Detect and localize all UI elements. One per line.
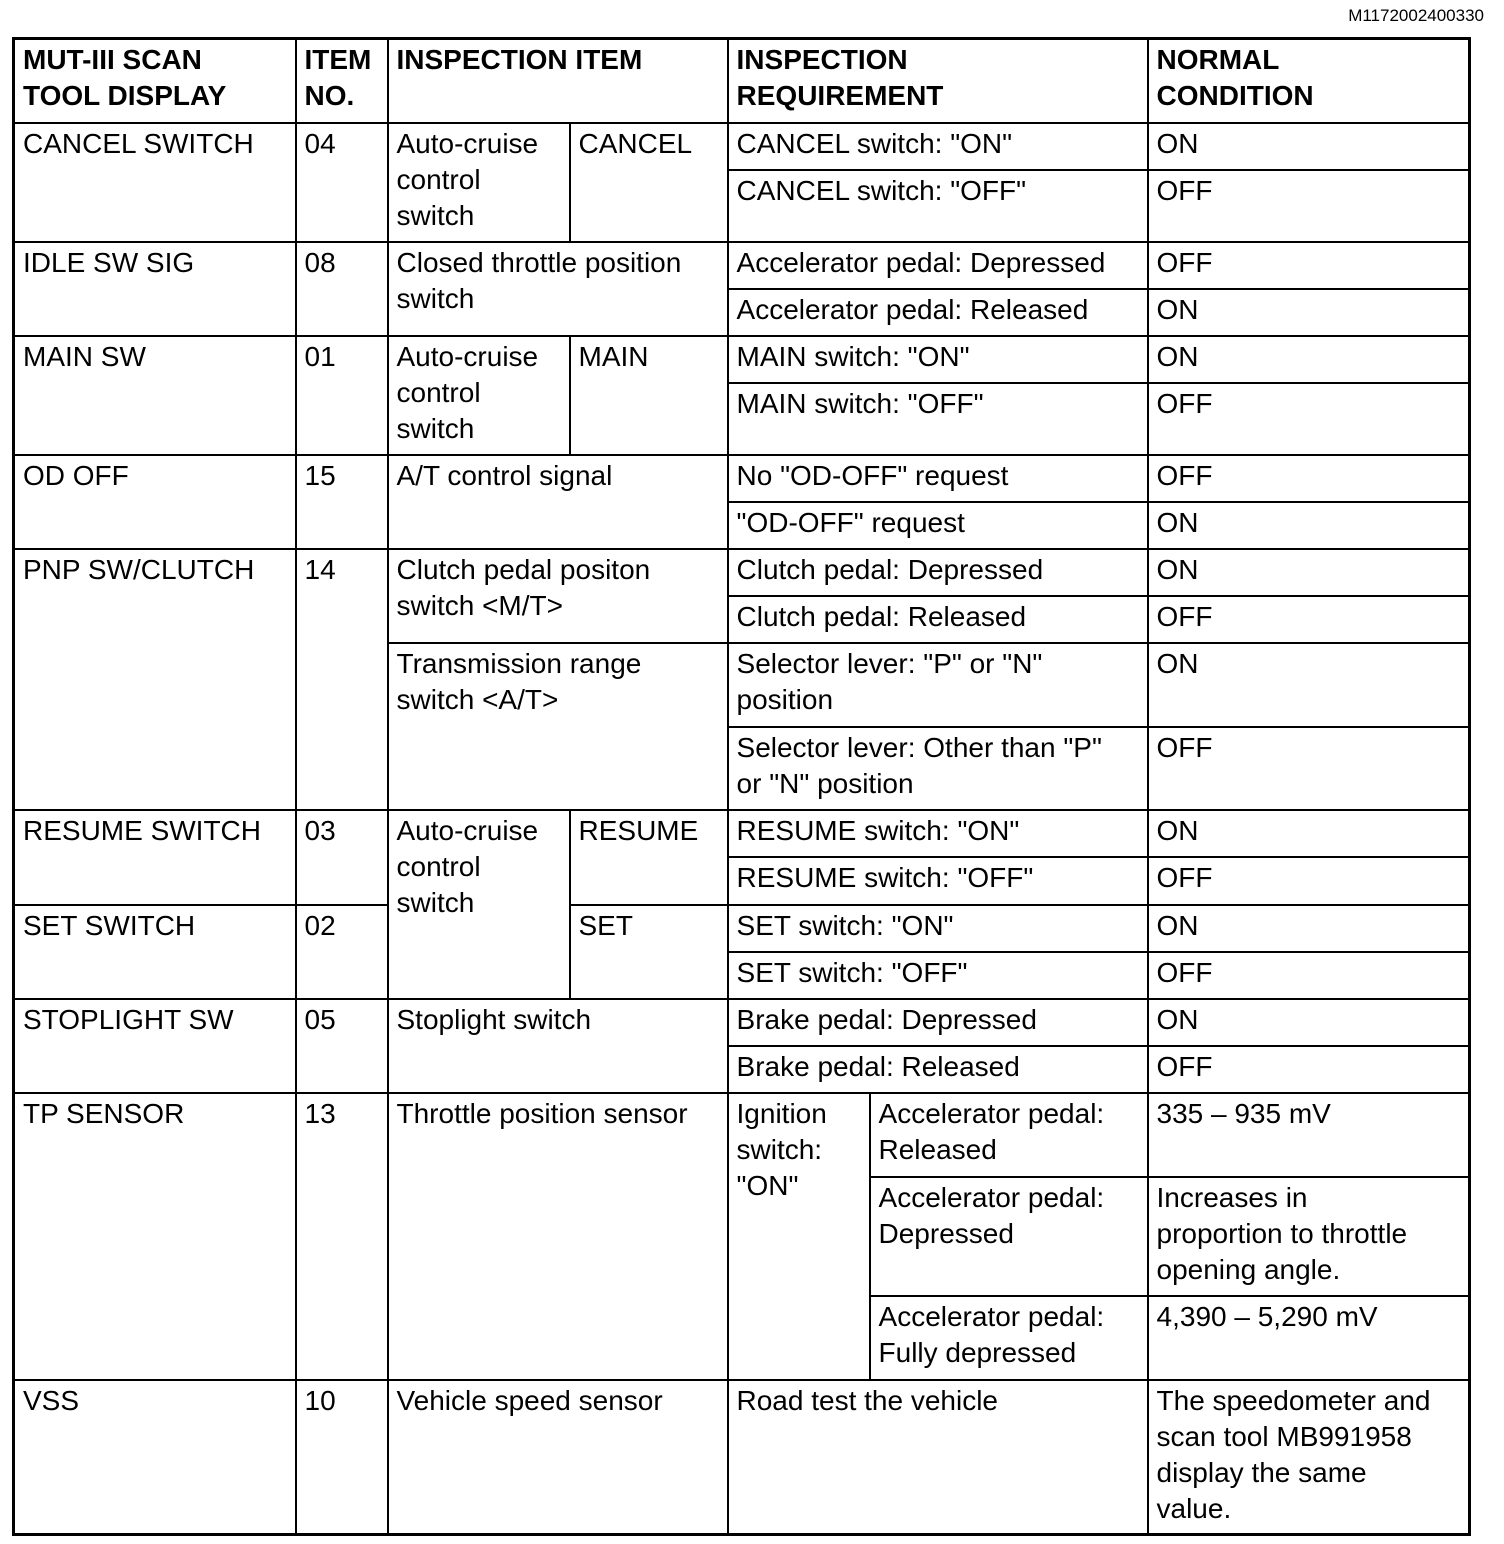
requirement-cell: No "OD-OFF" request [728, 455, 1148, 502]
table-row [14, 455, 1470, 502]
condition-cell: OFF [1148, 952, 1470, 999]
table-row [14, 242, 1470, 289]
condition-cell: Increases in proportion to throttle opening angle. [1148, 1177, 1470, 1296]
condition-cell: 4,390 – 5,290 mV [1148, 1296, 1470, 1380]
item-no-cell: 01 [296, 336, 388, 455]
requirement-main-cell: Ignition switch: "ON" [728, 1093, 870, 1380]
condition-cell: ON [1148, 999, 1470, 1046]
requirement-cell: CANCEL switch: "ON" [728, 123, 1148, 170]
inspection-item-sub-cell: MAIN [570, 336, 728, 455]
display-cell: STOPLIGHT SW [14, 999, 296, 1093]
item-no-cell: 10 [296, 1380, 388, 1535]
inspection-item-cell: Auto-cruise control switch [388, 336, 570, 455]
inspection-item-sub-cell: CANCEL [570, 123, 728, 242]
condition-cell: ON [1148, 502, 1470, 549]
condition-cell: OFF [1148, 170, 1470, 242]
inspection-item-cell: Stoplight switch [388, 999, 728, 1093]
header-row [14, 39, 1470, 123]
requirement-sub-cell: Accelerator pedal: Fully depressed [870, 1296, 1148, 1380]
item-no-cell: 08 [296, 242, 388, 336]
condition-cell: The speedometer and scan tool MB991958 display the same value. [1148, 1380, 1470, 1535]
requirement-cell: RESUME switch: "ON" [728, 810, 1148, 857]
header-normal-condition: NORMAL CONDITION [1148, 39, 1470, 123]
header-inspection-requirement: INSPECTION REQUIREMENT [728, 39, 1148, 123]
item-no-cell: 05 [296, 999, 388, 1093]
requirement-cell: Brake pedal: Depressed [728, 999, 1148, 1046]
requirement-cell: MAIN switch: "ON" [728, 336, 1148, 383]
inspection-item-cell: Auto-cruise control switch [388, 123, 570, 242]
inspection-item-cell: Clutch pedal positon switch <M/T> [388, 549, 728, 643]
requirement-cell: "OD-OFF" request [728, 502, 1148, 549]
inspection-item-cell: Throttle position sensor [388, 1093, 728, 1380]
condition-cell: ON [1148, 810, 1470, 857]
header-scan-tool-display: MUT-III SCAN TOOL DISPLAY [14, 39, 296, 123]
display-cell: VSS [14, 1380, 296, 1535]
requirement-cell: Selector lever: Other than "P" or "N" position [728, 727, 1148, 810]
item-no-cell: 15 [296, 455, 388, 549]
table-row [14, 336, 1470, 383]
display-cell: TP SENSOR [14, 1093, 296, 1380]
condition-cell: OFF [1148, 383, 1470, 455]
item-no-cell: 02 [296, 905, 388, 999]
display-cell: MAIN SW [14, 336, 296, 455]
requirement-sub-cell: Accelerator pedal: Released [870, 1093, 1148, 1177]
condition-cell: OFF [1148, 596, 1470, 643]
table-row [14, 1093, 1470, 1177]
condition-cell: ON [1148, 336, 1470, 383]
requirement-cell: Accelerator pedal: Released [728, 289, 1148, 336]
display-cell: IDLE SW SIG [14, 242, 296, 336]
display-cell: CANCEL SWITCH [14, 123, 296, 242]
condition-cell: OFF [1148, 1046, 1470, 1093]
requirement-cell: Road test the vehicle [728, 1380, 1148, 1535]
document-id: M1172002400330 [1348, 6, 1484, 25]
header-inspection-item: INSPECTION ITEM [388, 39, 728, 123]
requirement-cell: CANCEL switch: "OFF" [728, 170, 1148, 242]
requirement-cell: Clutch pedal: Released [728, 596, 1148, 643]
table-row [14, 905, 1470, 952]
inspection-item-cell: Vehicle speed sensor [388, 1380, 728, 1535]
table-row [14, 549, 1470, 596]
inspection-table [12, 37, 1471, 1536]
item-no-cell: 14 [296, 549, 388, 810]
item-no-cell: 03 [296, 810, 388, 905]
condition-cell: OFF [1148, 242, 1470, 289]
condition-cell: ON [1148, 123, 1470, 170]
inspection-item-sub-cell: RESUME [570, 810, 728, 905]
condition-cell: OFF [1148, 727, 1470, 810]
display-cell: PNP SW/CLUTCH [14, 549, 296, 810]
condition-cell: ON [1148, 549, 1470, 596]
condition-cell: OFF [1148, 857, 1470, 905]
condition-cell: ON [1148, 289, 1470, 336]
requirement-cell: MAIN switch: "OFF" [728, 383, 1148, 455]
requirement-cell: SET switch: "ON" [728, 905, 1148, 952]
requirement-sub-cell: Accelerator pedal: Depressed [870, 1177, 1148, 1296]
header-item-no: ITEM NO. [296, 39, 388, 123]
table-row [14, 999, 1470, 1046]
table-row [14, 123, 1470, 170]
table-row [14, 1380, 1470, 1535]
table-row [14, 810, 1470, 857]
inspection-item-cell: A/T control signal [388, 455, 728, 549]
requirement-cell: RESUME switch: "OFF" [728, 857, 1148, 905]
inspection-item-sub-cell: SET [570, 905, 728, 999]
requirement-cell: SET switch: "OFF" [728, 952, 1148, 999]
requirement-cell: Brake pedal: Released [728, 1046, 1148, 1093]
requirement-cell: Accelerator pedal: Depressed [728, 242, 1148, 289]
display-cell: RESUME SWITCH [14, 810, 296, 905]
condition-cell: ON [1148, 643, 1470, 727]
requirement-cell: Selector lever: "P" or "N" position [728, 643, 1148, 727]
condition-cell: OFF [1148, 455, 1470, 502]
inspection-item-cell: Transmission range switch <A/T> [388, 643, 728, 810]
display-cell: OD OFF [14, 455, 296, 549]
condition-cell: ON [1148, 905, 1470, 952]
item-no-cell: 13 [296, 1093, 388, 1380]
item-no-cell: 04 [296, 123, 388, 242]
inspection-item-cell: Closed throttle position switch [388, 242, 728, 336]
condition-cell: 335 – 935 mV [1148, 1093, 1470, 1177]
display-cell: SET SWITCH [14, 905, 296, 999]
inspection-item-cell: Auto-cruise control switch [388, 810, 570, 999]
requirement-cell: Clutch pedal: Depressed [728, 549, 1148, 596]
